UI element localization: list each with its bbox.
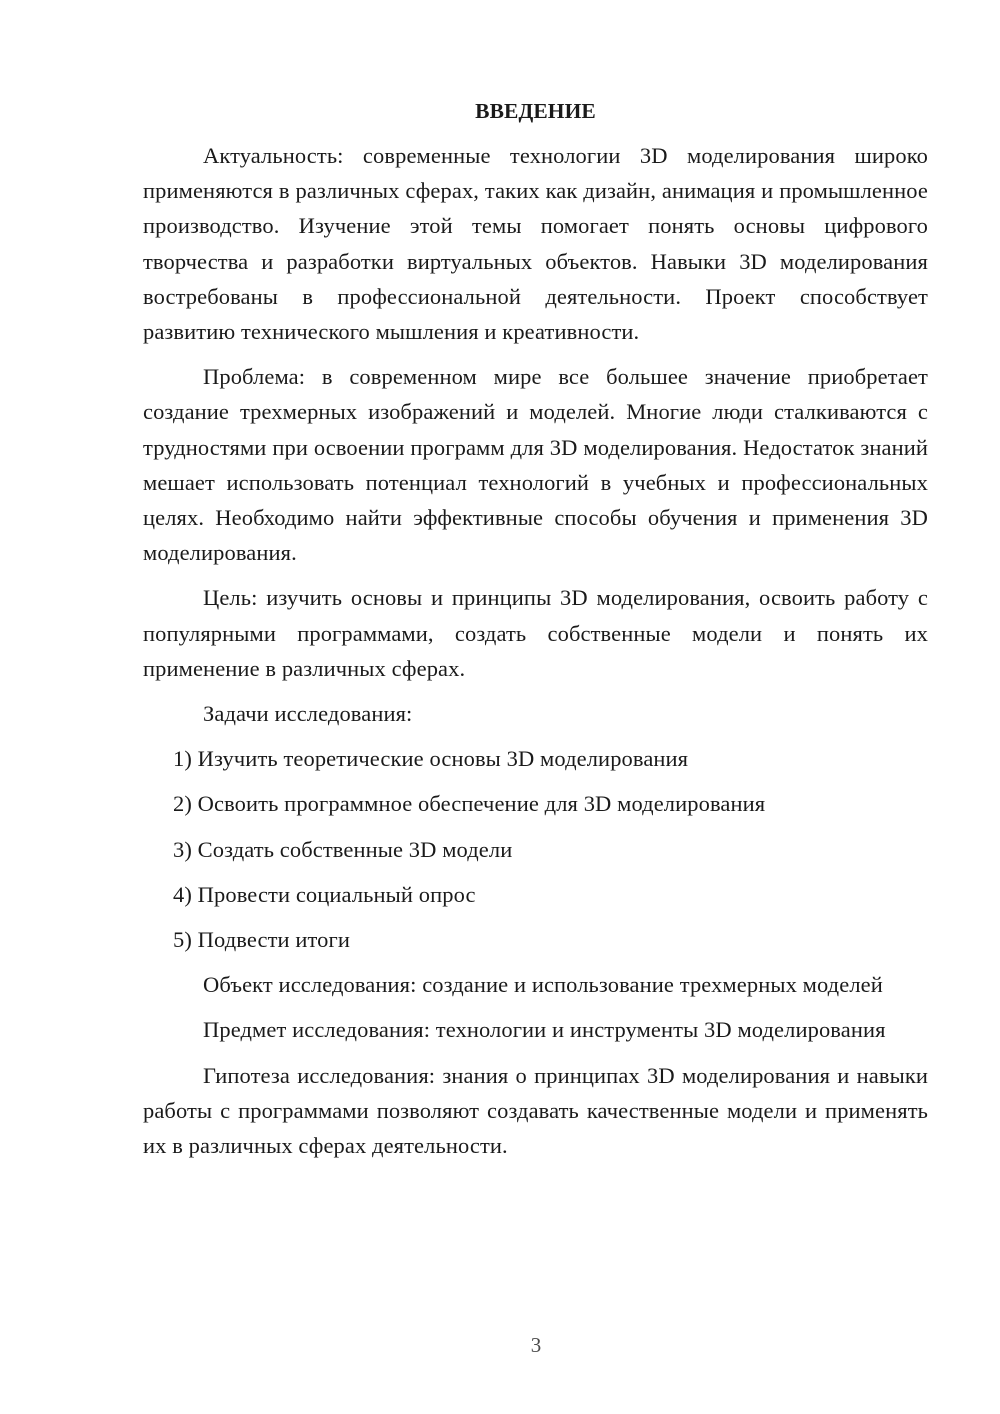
task-item-3: 3) Создать собственные 3D модели: [173, 836, 513, 862]
task-item-2: 2) Освоить программное обеспечение для 3D моделирования: [173, 791, 766, 817]
paragraph-problem: Проблема: в современном мире все большее значение приобретает создание трехмерных изображений и моделей. Многие люди сталкиваются с трудностями при освоении программ для 3D моделирования. Недостаток знаний мешает использовать потенциал технологий в учебных и профессиональных целях. Необходимо найти эффективные способы обучения и применения 3D моделирования.: [143, 364, 928, 566]
paragraph-relevance: Актуальность: современные технологии 3D моделирования широко применяются в различных сферах, таких как дизайн, анимация и промышленное производство. Изучение этой темы помогает понять основы цифрового творчества и разработки виртуальных объектов. Навыки 3D моделирования востребованы в профессиональной деятельности. Проект способствует развитию технического мышления и креативности.: [143, 143, 928, 345]
tasks-list: [143, 741, 928, 957]
tasks-heading: Задачи исследования:: [203, 701, 413, 727]
task-item-5: 5) Подвести итоги: [173, 927, 350, 953]
paragraph-object: Объект исследования: создание и использование трехмерных моделей: [203, 972, 883, 998]
task-item-4: 4) Провести социальный опрос: [173, 881, 476, 907]
paragraph-subject: Предмет исследования: технологии и инструменты 3D моделирования: [203, 1017, 886, 1043]
paragraph-goal: Цель: изучить основы и принципы 3D моделирования, освоить работу с популярными программами, создать собственные модели и понять их применение в различных сферах.: [143, 585, 928, 681]
section-title: ВВЕДЕНИЕ: [475, 99, 596, 123]
task-item-1: 1) Изучить теоретические основы 3D моделирования: [173, 746, 689, 772]
paragraph-hypothesis: Гипотеза исследования: знания о принципах 3D моделирования и навыки работы с программами позволяют создавать качественные модели и применять их в различных сферах деятельности.: [143, 1062, 928, 1159]
page-content: [143, 96, 928, 1173]
page-number: 3: [530, 1333, 542, 1357]
